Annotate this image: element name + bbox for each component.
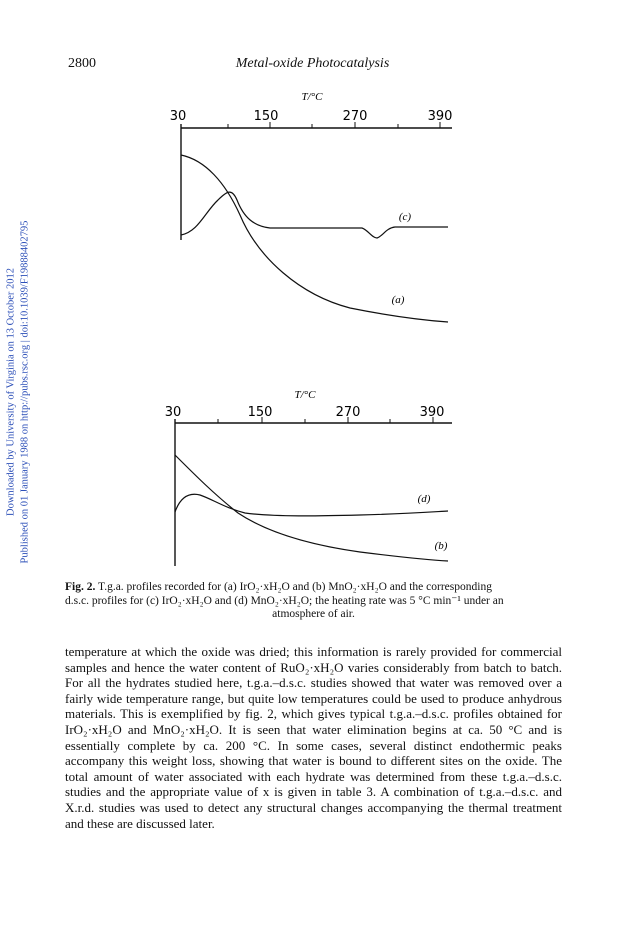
caption-text-1: T.g.a. profiles recorded for (a) IrO₂·xH₂O and (b) MnO₂·xH₂O and the corresponding xyxy=(98,581,492,593)
page-number: 2800 xyxy=(68,56,96,71)
curve-label-c: (c) xyxy=(398,211,412,223)
figure-caption xyxy=(65,581,562,622)
tga-curve-a xyxy=(181,155,448,322)
bottom-tick-label-270: 270 xyxy=(335,405,361,420)
curve-label-a: (a) xyxy=(391,294,405,306)
bottom-axis-unit: T/°C xyxy=(294,389,316,401)
running-title: Metal-oxide Photocatalysis xyxy=(235,56,390,71)
top-panel xyxy=(170,91,453,322)
curve-label-d: (d) xyxy=(417,493,431,505)
bottom-tick-label-390: 390 xyxy=(419,405,445,420)
curve-label-b: (b) xyxy=(434,540,448,552)
dsc-curve-d xyxy=(175,494,448,516)
top-tick-label-150: 150 xyxy=(253,109,279,124)
caption-line-3: atmosphere of air. xyxy=(272,608,355,620)
tga-curve-b xyxy=(175,455,448,561)
top-tick-label-270: 270 xyxy=(342,109,368,124)
caption-label: Fig. 2. xyxy=(65,581,96,593)
top-tick-label-30: 30 xyxy=(169,109,187,124)
bottom-panel xyxy=(165,389,452,566)
download-notice[interactable]: Downloaded by University of Virginia on 13 October 2012 xyxy=(5,267,17,517)
bottom-tick-label-150: 150 xyxy=(247,405,273,420)
body-paragraph: temperature at which the oxide was dried; this information is rarely provided for commercial samples and hence the water content of RuO₂·xH₂O varies considerably from batch to batch. For all the hydrates studied here, t.g.a.–d.s.c. studies showed that water was removed over a fairly wide temperature range, but quite low temperatures could be used to produce anhydrous materials. This is exemplified by fig. 2, which gives typical t.g.a.–d.s.c. profiles obtained for IrO₂·xH₂O and MnO₂·xH₂O. It is seen that water elimination begins at ca. 50 °C and is essentially complete by ca. 200 °C. In some cases, several distinct endothermic peaks accompany this weight loss, showing that water is bound to different sites on the oxide. The total amount of water associated with each hydrate was determined from these t.g.a.–d.s.c. studies and the appropriate value of x is given in table 3. A combination of t.g.a.–d.s.c. and X.r.d. studies was used to detect any structural changes accompanying the thermal treatment and these are discussed later. xyxy=(65,644,562,831)
top-axis-unit: T/°C xyxy=(301,91,323,103)
caption-line-1 xyxy=(65,581,562,595)
top-tick-label-390: 390 xyxy=(427,109,453,124)
caption-line-2: d.s.c. profiles for (c) IrO₂·xH₂O and (d) MnO₂·xH₂O; the heating rate was 5 °C min⁻¹ under an xyxy=(65,594,504,607)
publication-notice[interactable]: Published on 01 January 1988 on http://pubs.rsc.org | doi:10.1039/F19888402795 xyxy=(19,220,31,564)
bottom-tick-label-30: 30 xyxy=(164,405,182,420)
